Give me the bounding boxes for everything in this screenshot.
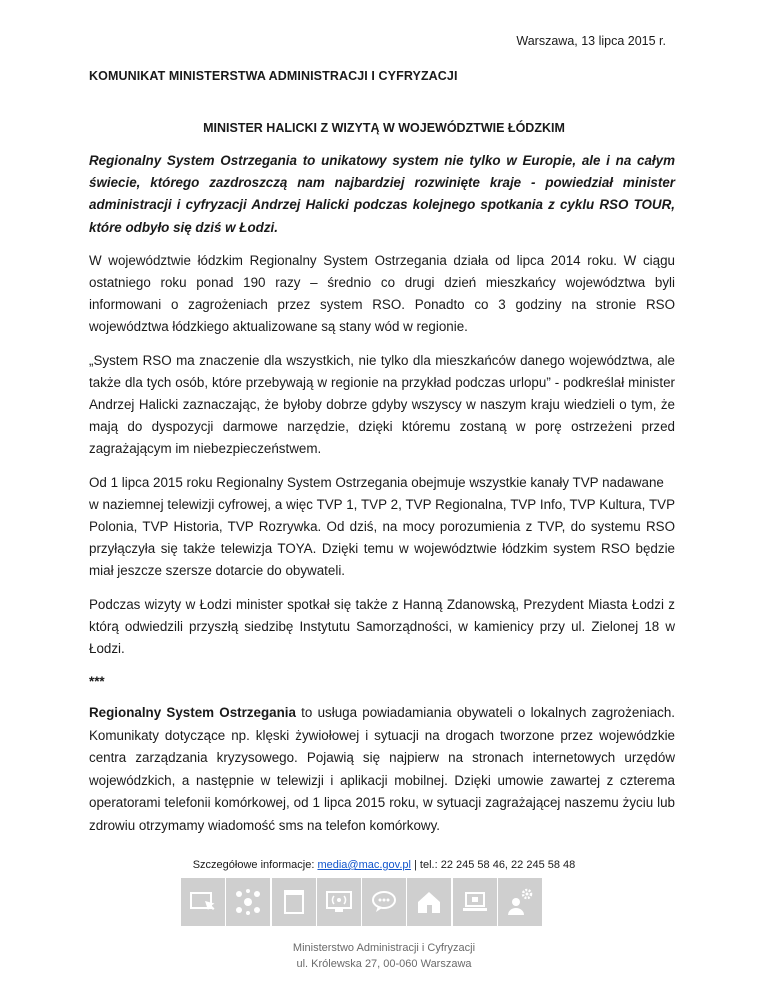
rso-name: Regionalny System Ostrzegania <box>89 705 296 721</box>
icon-bar <box>181 878 587 926</box>
quote-paragraph: „System RSO ma znaczenie dla wszystkich, nie tylko dla mieszkańców danego województwa, ale także dla tych osób, które przebywają w regionie na przykład podczas urlopu” - podkreślał minister Andrzej Halicki zaznaczając, że byłoby dobrze gdyby wszyscy w naszym kraju wiedzieli o tym, że mają do dyspozycji darmowe narzędzie, dzięki któremu zostaną w porę ostrzeżeni przed zagrażającym im niebezpieczeństwem. <box>89 352 675 457</box>
laptop-icon <box>453 878 497 926</box>
press-title: MINISTER HALICKI Z WIZYTĄ W WOJEWÓDZTWIE ŁÓDZKIM <box>203 121 565 135</box>
rso-description-text: to usługa powiadamiania obywateli o lokalnych zagrożeniach. Komunikaty dotyczące np. klęski żywiołowej i sytuacji na drogach tworzone przez wojewódzkie centra zarządzania kryzysowego. Pojawią się najpierw na stronach internetowych urzędów wojewódzkich, a następnie w telewizji i aplikacji mobilnej. Dzięki umowie zawartej z czterema operatorami telefonii komórkowej, od 1 lipca 2015 roku, w sytuacji zagrażającej naszemu życiu lub zdrowiu otrzymamy wiadomość sms na telefon komórkowy. <box>89 705 675 833</box>
contact-prefix: Szczegółowe informacje: <box>192 859 318 871</box>
footer-address <box>0 940 768 972</box>
paragraph: Od 1 lipca 2015 roku Regionalny System Ostrzegania obejmuje wszystkie kanały TVP nadawane <box>89 474 664 490</box>
rso-description <box>89 702 675 836</box>
chat-icon <box>362 878 406 926</box>
communique-heading: KOMUNIKAT MINISTERSTWA ADMINISTRACJI I CYFRYZACJI <box>89 69 458 83</box>
broadcast-icon <box>317 878 361 926</box>
network-icon <box>226 878 270 926</box>
home-icon <box>407 878 451 926</box>
paragraph: Podczas wizyty w Łodzi minister spotkał się także z Hanną Zdanowską, Prezydent Miasta Łodzi z którą odwiedzili przyszłą siedzibę Instytutu Samorządności, w kamienicy przy ul. Zielonej 18 w Łodzi. <box>89 596 675 657</box>
ministry-name: Ministerstwo Administracji i Cyfryzacji <box>292 942 476 954</box>
paragraph: W województwie łódzkim Regionalny System Ostrzegania działa od lipca 2014 roku. W ciągu ostatniego roku ponad 190 razy – średnio co drugi dzień mieszkańcy województwa byli informowani o zagrożeniach przez system RSO. Ponadto co 3 godziny na stronie RSO województwa łódzkiego aktualizowane są stany wód w regionie. <box>89 252 675 335</box>
section-separator: *** <box>89 674 105 690</box>
lead-paragraph: Regionalny System Ostrzegania to unikatowy system nie tylko w Europie, ale i na całym świecie, którego zazdroszczą nam najbardziej rozwinięte kraje - powiedział minister administracji i cyfryzacji Andrzej Halicki podczas kolejnego spotkania z cyklu RSO TOUR, które odbyło się dziś w Łodzi. <box>89 153 675 235</box>
paragraph: w naziemnej telewizji cyfrowej, a więc TVP 1, TVP 2, TVP Regionalna, TVP Info, TVP Kultura, TVP Polonia, TVP Historia, TVP Rozrywka. Od dziś, na mocy porozumienia z TVP, do systemu RSO przyłączyła się także telewizja TOYA. Dzięki temu w województwie łódzkim system RSO będzie miał jeszcze szersze dotarcie do obywateli. <box>89 496 675 579</box>
contact-line <box>0 859 768 871</box>
document-body <box>89 150 675 848</box>
contact-phones: | tel.: 22 245 58 46, 22 245 58 48 <box>410 859 576 871</box>
date-line: Warszawa, 13 lipca 2015 r. <box>516 34 666 48</box>
document-icon <box>272 878 316 926</box>
users-gear-icon <box>498 878 542 926</box>
email-link[interactable]: media@mac.gov.pl <box>317 859 411 871</box>
street-address: ul. Królewska 27, 00-060 Warszawa <box>296 958 472 970</box>
touchscreen-icon <box>181 878 225 926</box>
